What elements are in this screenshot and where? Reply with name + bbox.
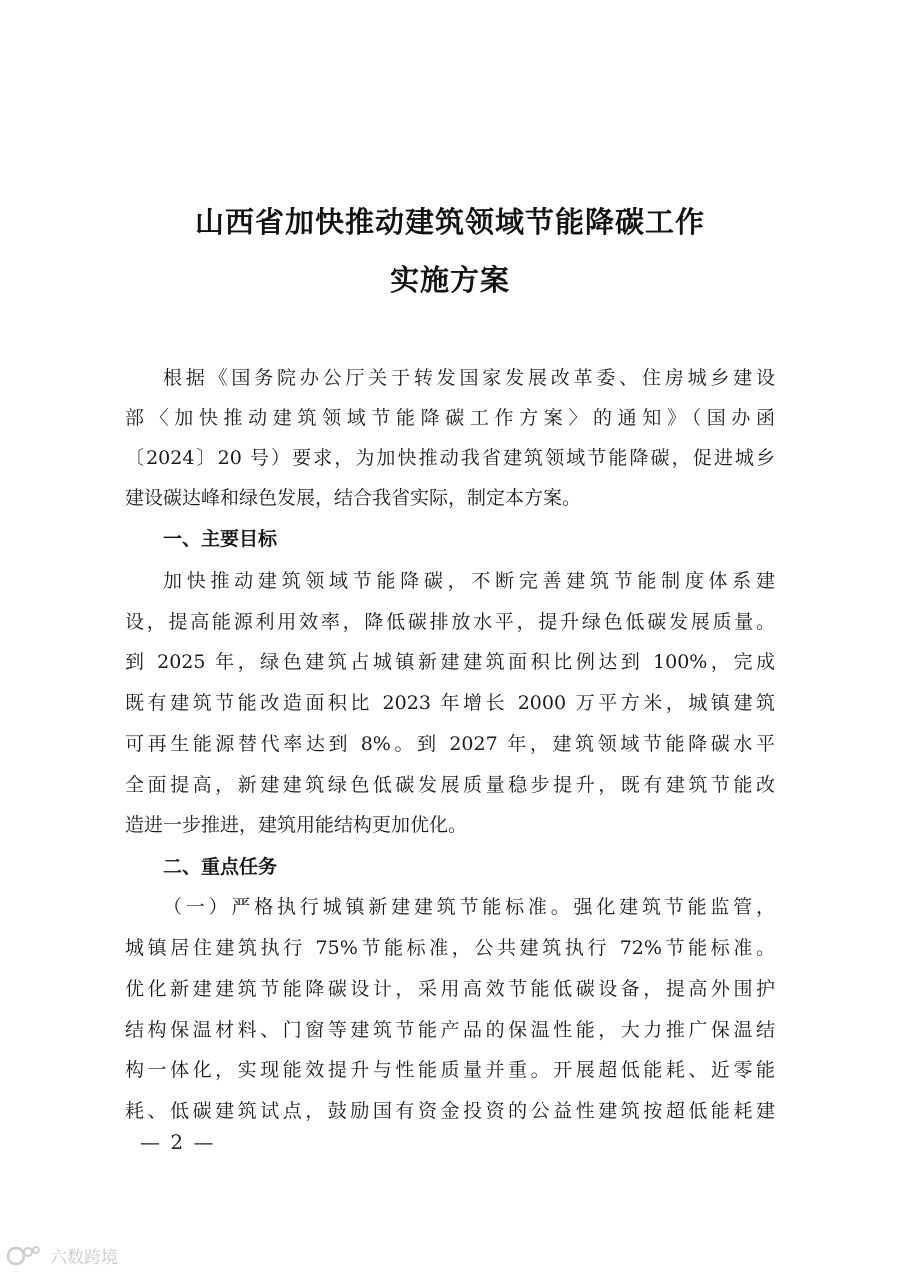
section1-line: 设，提高能源利用效率，降低碳排放水平，提升绿色低碳发展质量。	[125, 611, 775, 633]
page-number: — 2 —	[140, 1130, 216, 1154]
section1-line: 既有建筑节能改造面积比 2023 年增长 2000 万平方米，城镇建筑	[125, 692, 775, 714]
section1-line: 可再生能源替代率达到 8%。到 2027 年，建筑领域节能降碳水平	[125, 733, 775, 755]
intro-line: 部〈加快推动建筑领域节能降碳工作方案〉的通知》（国办函	[125, 407, 775, 429]
document-title-line1: 山西省加快推动建筑领域节能降碳工作	[194, 205, 705, 239]
section1-line: 到 2025 年，绿色建筑占城镇新建建筑面积比例达到 100%，完成	[125, 651, 775, 673]
section2-line: 构一体化，实现能效提升与性能质量并重。开展超低能耗、近零能	[125, 1059, 775, 1081]
watermark	[6, 1243, 118, 1268]
section2-line: 耗、低碳建筑试点，鼓励国有资金投资的公益性建筑按超低能耗建	[125, 1100, 775, 1122]
section2-heading: 二、重点任务	[163, 856, 278, 878]
section2-line: （一）严格执行城镇新建建筑节能标准。强化建筑节能监管，	[163, 896, 775, 918]
intro-line: 建设碳达峰和绿色发展，结合我省实际，制定本方案。	[125, 487, 582, 509]
intro-line: 根据《国务院办公厅关于转发国家发展改革委、住房城乡建设	[163, 367, 775, 389]
section2-line: 优化新建建筑节能降碳设计，采用高效节能低碳设备，提高外围护	[125, 978, 775, 1000]
logo-icon	[6, 1245, 44, 1267]
section1-line: 造进一步推进，建筑用能结构更加优化。	[125, 814, 468, 836]
section2-line: 城镇居住建筑执行 75%节能标准，公共建筑执行 72%节能标准。	[125, 937, 775, 959]
section2-line: 结构保温材料、门窗等建筑节能产品的保温性能，大力推广保温结	[125, 1019, 775, 1041]
intro-line: 〔2024〕20 号）要求，为加快推动我省建筑领域节能降碳，促进城乡	[125, 447, 775, 469]
section1-line: 全面提高，新建建筑绿色低碳发展质量稳步提升，既有建筑节能改	[125, 774, 775, 796]
document-title-line2: 实施方案	[389, 263, 510, 297]
section1-heading: 一、主要目标	[163, 528, 278, 550]
section1-line: 加快推动建筑领域节能降碳，不断完善建筑节能制度体系建	[163, 570, 775, 592]
watermark-text: 六数跨境	[50, 1248, 118, 1268]
